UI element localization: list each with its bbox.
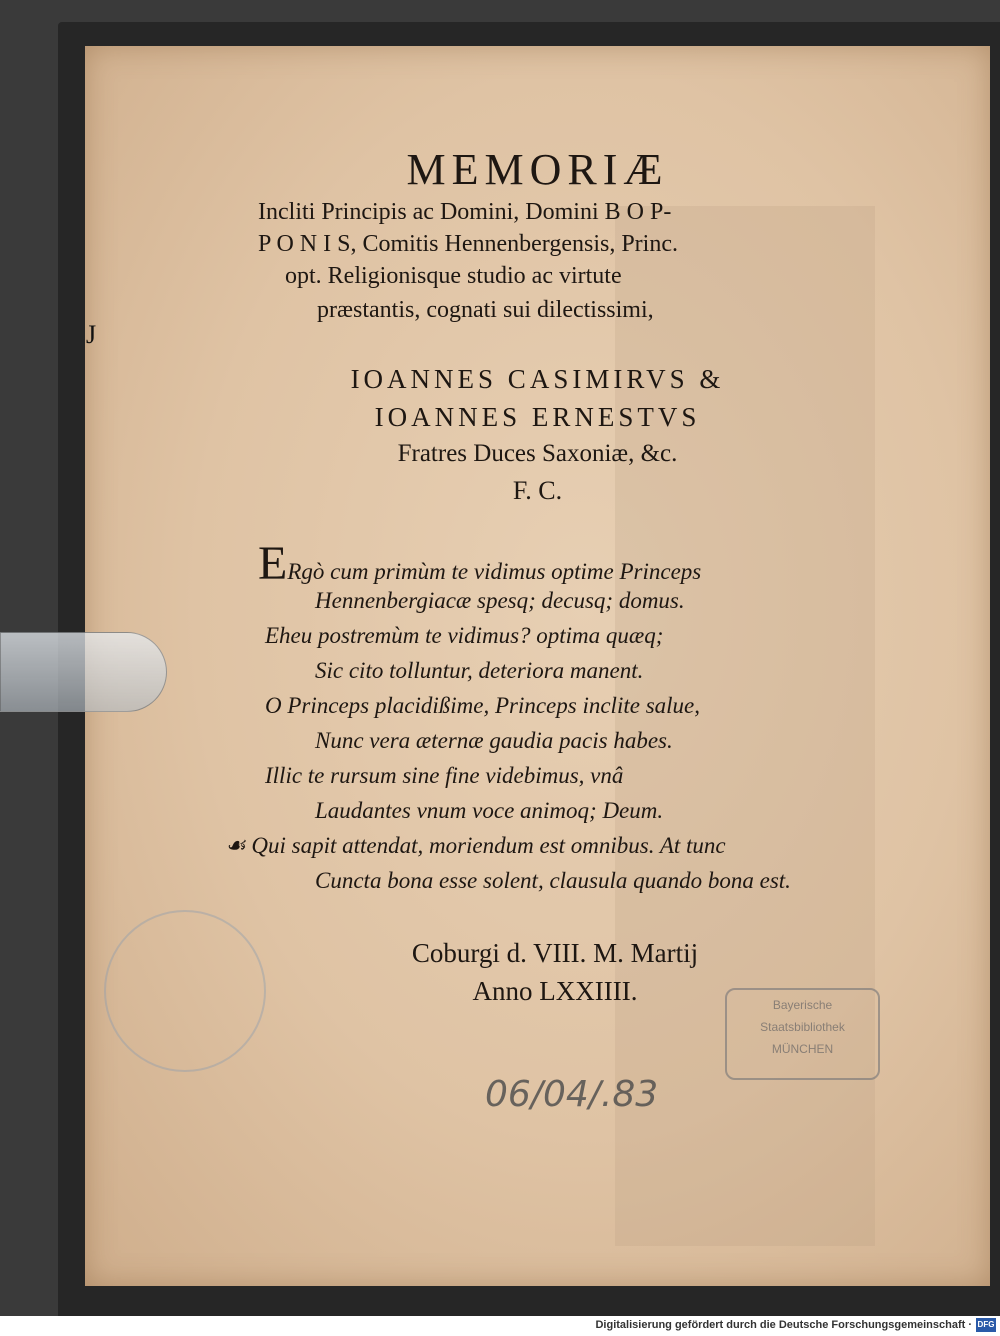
poem-line-6: Nunc vera æternæ gaudia pacis habes. xyxy=(315,728,673,753)
dedication-line-1: Incliti Principis ac Domini, Domini B O P- xyxy=(258,199,672,225)
dedication-line-4: præstantis, cognati sui dilectissimi, xyxy=(317,297,654,323)
dedication-line-3: opt. Religionisque studio ac virtute xyxy=(285,263,622,289)
library-stamp xyxy=(725,988,880,1080)
author-title: Fratres Duces Saxoniæ, &c. xyxy=(397,440,678,467)
stamp-line-1: Bayerische xyxy=(772,998,833,1012)
poem-line-10: Cuncta bona esse solent, clausula quando bona est. xyxy=(315,868,791,893)
margin-mark: J xyxy=(86,320,97,349)
stamp-line-2: Staatsbibliothek xyxy=(760,1020,845,1034)
footer-bar xyxy=(0,1316,1000,1336)
poem-line-7: Illic te rursum sine fine videbimus, vnâ xyxy=(265,763,624,788)
imprint-year: Anno LXXIIII. xyxy=(472,976,638,1006)
book-page xyxy=(85,46,990,1286)
bookmark-tab xyxy=(0,632,167,712)
handwritten-date: 06/04/.83 xyxy=(485,1074,659,1115)
poem-line-2: Hennenbergiacæ spesq; decusq; domus. xyxy=(315,588,685,613)
poem-line-5: O Princeps placidißime, Princeps inclite salue, xyxy=(265,693,700,718)
poem-line-8: Laudantes vnum voce animoq; Deum. xyxy=(315,798,664,823)
dfg-logo-icon: DFG xyxy=(976,1318,996,1332)
imprint-place-date: Coburgi d. VIII. M. Martij xyxy=(411,938,699,968)
poem-line-4: Sic cito tolluntur, deteriora manent. xyxy=(315,658,644,683)
poem-line-3: Eheu postremùm te vidimus? optima quæq; xyxy=(265,623,664,648)
margin-pointer-icon: ☙ xyxy=(225,833,246,858)
dedication-line-2: P O N I S, Comitis Hennenbergensis, Princ. xyxy=(258,231,678,257)
poem-dropcap: E xyxy=(258,537,288,590)
poem-line-1: Rgò cum primùm te vidimus optime Princeps xyxy=(287,559,702,584)
poem-line-9: Qui sapit attendat, moriendum est omnibus. At tunc xyxy=(251,833,726,858)
author-initials: F. C. xyxy=(512,476,563,505)
page-title: MEMORIÆ xyxy=(406,145,669,194)
footer-credit: Digitalisierung gefördert durch die Deutsche Forschungsgemeinschaft · xyxy=(595,1319,972,1331)
author-name-2: IOANNES ERNESTVS xyxy=(374,402,701,432)
stamp-line-3: MÜNCHEN xyxy=(771,1042,834,1056)
author-name-1: IOANNES CASIMIRVS & xyxy=(350,364,725,394)
